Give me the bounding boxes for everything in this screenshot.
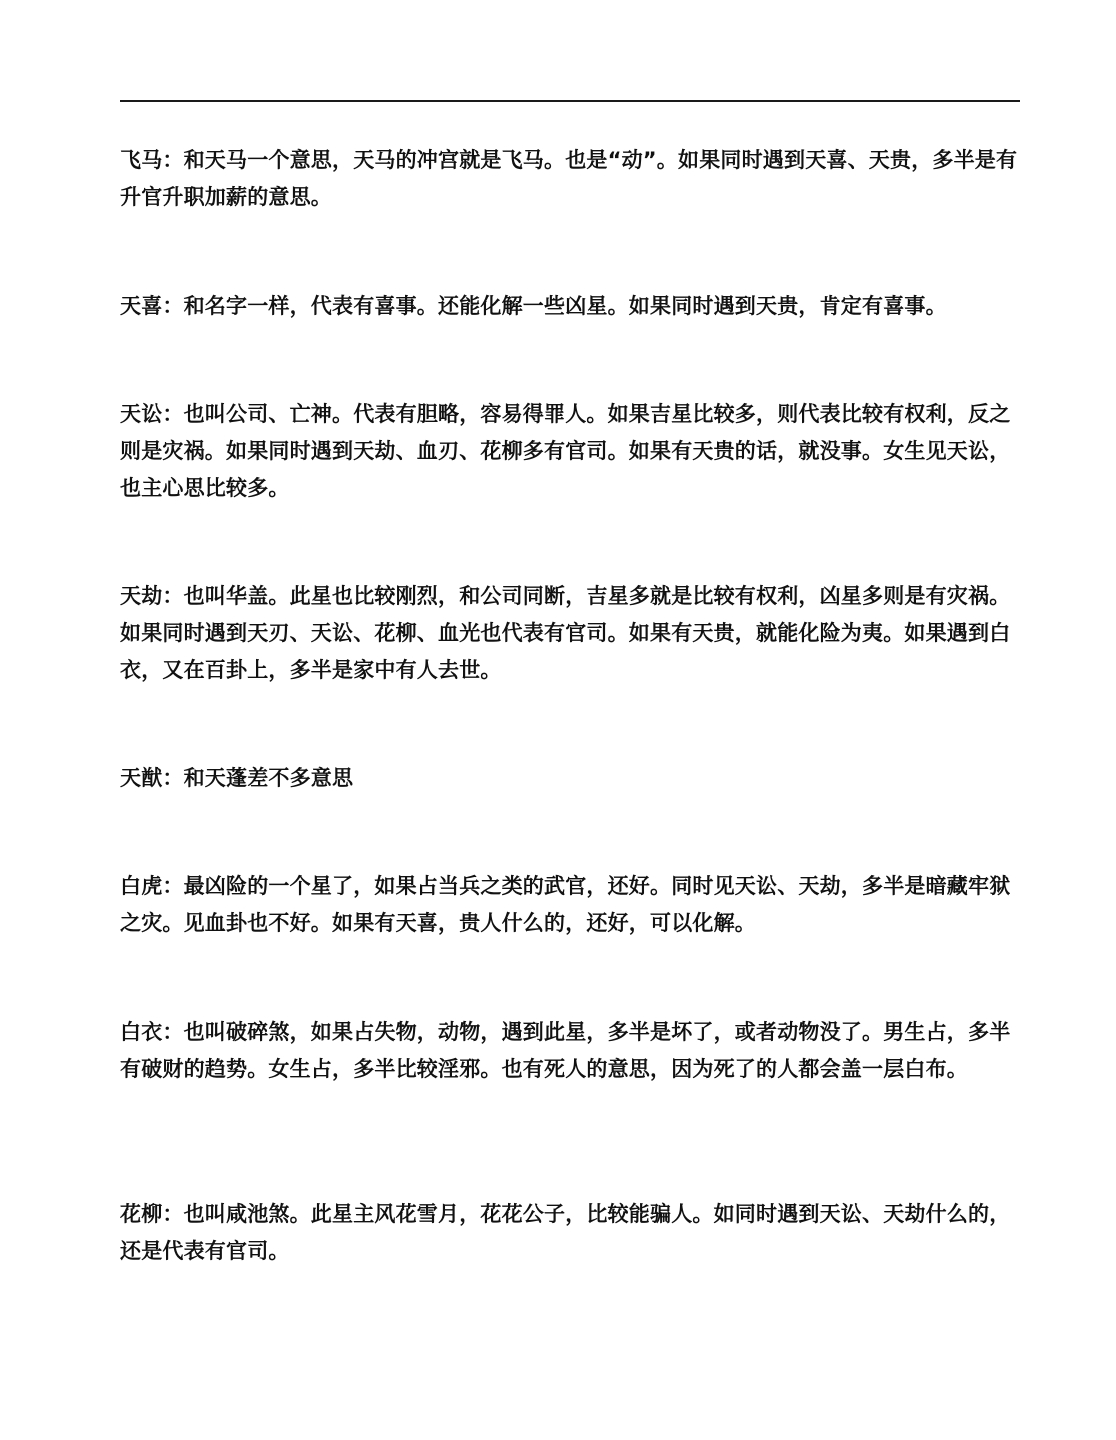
- entry-term: 天讼：: [120, 402, 184, 426]
- entry-text: 和天马一个意思，天马的冲宫就是飞马。也是“动”。如果同时遇到天喜、天贵，多半是有升官升职加薪的意思。: [120, 148, 1018, 209]
- entry-tiansong: [120, 396, 1020, 507]
- entry-tianjie: [120, 578, 1020, 689]
- entry-hualiu: [120, 1196, 1020, 1270]
- entry-text: 也叫破碎煞，如果占失物，动物，遇到此星，多半是坏了，或者动物没了。男生占，多半有破财的趋势。女生占，多半比较淫邪。也有死人的意思，因为死了的人都会盖一层白布。: [120, 1020, 1011, 1081]
- entry-term: 白虎：: [120, 874, 184, 898]
- entry-text: 最凶险的一个星了，如果占当兵之类的武官，还好。同时见天讼、天劫，多半是暗藏牢狱之灾。见血卦也不好。如果有天喜，贵人什么的，还好，可以化解。: [120, 874, 1011, 935]
- entry-term: 花柳：: [120, 1202, 184, 1226]
- header-rule: [120, 100, 1020, 102]
- entry-text: 和名字一样，代表有喜事。还能化解一些凶星。如果同时遇到天贵，肯定有喜事。: [183, 294, 947, 318]
- entry-term: 飞马：: [120, 148, 184, 172]
- entry-term: 天喜：: [120, 294, 184, 318]
- entry-text: 也叫华盖。此星也比较刚烈，和公司同断，吉星多就是比较有权利，凶星多则是有灾祸。如果同时遇到天刃、天讼、花柳、血光也代表有官司。如果有天贵，就能化险为夷。如果遇到白衣，又在百卦上，多半是家中有人去世。: [120, 584, 1011, 682]
- entry-text: 也叫咸池煞。此星主风花雪月，花花公子，比较能骗人。如同时遇到天讼、天劫什么的，还是代表有官司。: [120, 1202, 1011, 1263]
- entry-baiyi: [120, 1014, 1020, 1088]
- entry-tianyou: [120, 760, 1020, 797]
- entry-text: 也叫公司、亡神。代表有胆略，容易得罪人。如果吉星比较多，则代表比较有权利，反之则是灾祸。如果同时遇到天劫、血刃、花柳多有官司。如果有天贵的话，就没事。女生见天讼，也主心思比较多。: [120, 402, 1011, 500]
- entry-term: 天猷：: [120, 766, 184, 790]
- entry-term: 天劫：: [120, 584, 184, 608]
- entry-tianxi: [120, 288, 1020, 325]
- entry-baihu: [120, 868, 1020, 942]
- entry-feima: [120, 142, 1020, 216]
- entry-text: 和天蓬差不多意思: [183, 766, 354, 790]
- entry-term: 白衣：: [120, 1020, 184, 1044]
